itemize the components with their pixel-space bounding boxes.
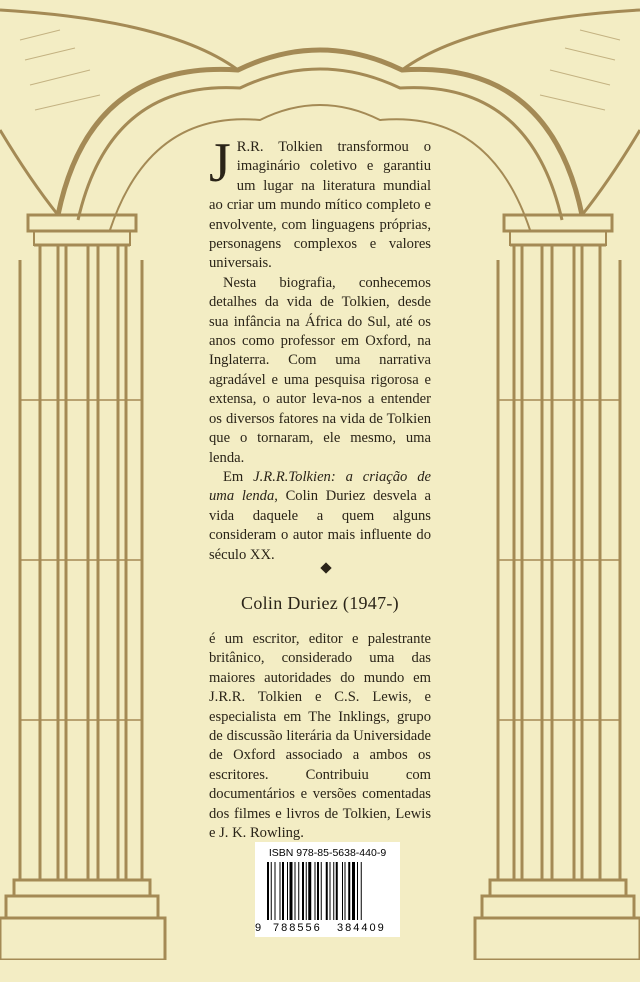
barcode-bar xyxy=(336,862,338,920)
barcode-bar xyxy=(306,862,307,920)
synopsis-paragraph-3 xyxy=(209,468,431,565)
barcode-bars xyxy=(263,862,393,922)
barcode-bar xyxy=(282,862,284,920)
isbn-barcode xyxy=(255,842,400,937)
barcode-bar xyxy=(302,862,304,920)
barcode-bar xyxy=(352,862,355,920)
barcode-bar xyxy=(348,862,350,920)
barcode-bar xyxy=(275,862,276,920)
barcode-digits xyxy=(255,922,400,982)
author-heading: Colin Duriez (1947-) xyxy=(241,593,399,613)
barcode-bar xyxy=(317,862,319,920)
barcode-bar xyxy=(321,862,322,920)
barcode-bar xyxy=(290,862,293,920)
barcode-bar xyxy=(333,862,334,920)
barcode-bar xyxy=(315,862,316,920)
barcode-bar xyxy=(267,862,269,920)
author-bio-text: é um escritor, editor e palestrante britânico, considerado uma das maiores autoridades do mundo em J.R.R. Tolkien e C.S. Lewis, e especialista em The Inklings, grupo de discussão literária da Universidade de Oxford associado a ambos os escritores. Contribuiu com documentários e versões comentadas dos filmes e livros de Tolkien, Lewis e J. K. Rowling. xyxy=(209,631,431,842)
author-bio xyxy=(209,630,431,843)
barcode-digits-left: 788556 xyxy=(273,922,322,934)
synopsis-paragraph-1 xyxy=(209,132,431,274)
barcode-bar xyxy=(295,862,296,920)
barcode-bar xyxy=(330,862,331,920)
synopsis-p3-suffix: , Colin Duriez desvela a vida daquele a quem alguns consideram o autor mais influente do século XX. xyxy=(209,488,431,563)
barcode-bar xyxy=(326,862,328,920)
synopsis-p3-prefix: Em xyxy=(223,468,254,485)
barcode-bar xyxy=(345,862,346,920)
synopsis-p1-text: R.R. Tolkien transformou o imaginário coletivo e garantiu um lugar na literatura mundial ao criar um mundo mítico completo e envolvente, com linguagens próprias, personagens complexos e valores universais. xyxy=(209,139,431,272)
barcode-digits-right: 384409 xyxy=(337,922,386,934)
barcode-bar xyxy=(271,862,272,920)
synopsis-paragraph-2: Nesta biografia, conhecemos detalhes da vida de Tolkien, desde sua infância na África do Sul, até os anos como professor em Oxford, na Inglaterra. Com uma narrativa agradável e uma pesquisa rigorosa e extensa, o autor leva-nos a entender os diversos fatores na vida de Tolkien que o tornaram, ele mesmo, uma lenda. xyxy=(209,274,431,466)
barcode-bar xyxy=(280,862,281,920)
barcode-bar xyxy=(287,862,288,920)
synopsis xyxy=(209,132,431,565)
barcode-bar xyxy=(308,862,311,920)
barcode-bar xyxy=(298,862,299,920)
barcode-digit-lead: 9 xyxy=(255,922,262,934)
isbn-label: ISBN 978-85-5638-440-9 xyxy=(268,847,387,859)
barcode-bar xyxy=(342,862,343,920)
book-title: J.R.R.Tolkien: a criação de uma lenda xyxy=(209,468,431,505)
barcode-bar xyxy=(357,862,358,920)
barcode-bar xyxy=(361,862,362,920)
drop-cap: J xyxy=(209,132,231,194)
